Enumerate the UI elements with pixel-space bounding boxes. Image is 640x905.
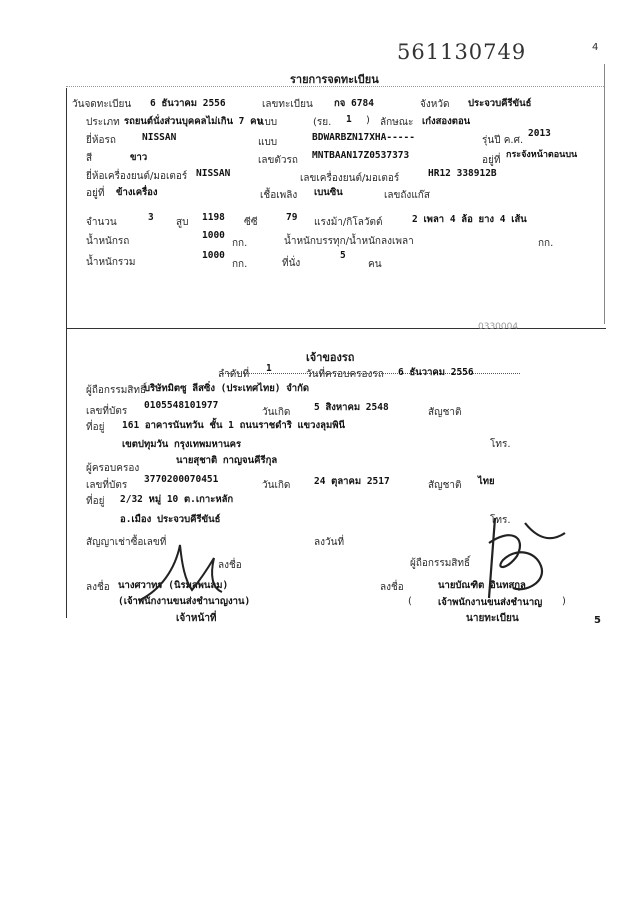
officer-signature (130, 530, 250, 610)
char-label: ลักษณะ (380, 117, 414, 128)
year-label: รุ่นปี ค.ศ. (482, 135, 524, 146)
officer-office: (เจ้าพนักงานขนส่งชำนาญงาน) (118, 596, 251, 607)
chassis-label: เลขตัวรถ (258, 155, 298, 166)
reg-no-label: เลขทะเบียน (262, 99, 313, 110)
cc-label: ซีซี (244, 217, 258, 228)
registrar-role: นายทะเบียน (466, 613, 519, 624)
page-number-bottom: 5 (594, 615, 601, 626)
section-divider (66, 328, 606, 329)
type-label: ประเภท (86, 117, 120, 128)
top-rule (66, 86, 604, 87)
sign2-label: ลงชื่อ (380, 582, 404, 593)
addr3-value: 2/32 หมู่ 10 ต.เกาะหลัก (120, 494, 234, 505)
type-value: รถยนต์นั่งส่วนบุคคลไม่เกิน 7 คน (124, 116, 263, 127)
tel2-label: โทร. (490, 515, 511, 526)
birth2-value: 24 ตุลาคม 2517 (314, 476, 390, 487)
possess-value: 6 ธันวาคม 2556 (398, 367, 474, 378)
order-value: 1 (266, 363, 272, 374)
chassis-value: MNTBAAN17Z0537373 (312, 150, 410, 161)
cyl-value: 3 (148, 212, 154, 223)
engine-brand-value: NISSAN (196, 168, 231, 179)
officer-role: เจ้าหน้าที่ (176, 613, 217, 624)
id-label: เลขที่บัตร (86, 406, 128, 417)
registrar-name: นายบัณฑิต อินทสกุล (438, 580, 526, 591)
brand-label: ยี่ห้อรถ (86, 135, 116, 146)
char-value: เก๋งสองตอน (422, 116, 471, 127)
faint-number: 0330004 (478, 322, 519, 332)
addr-label: ที่อยู่ (86, 422, 105, 433)
weight-label: น้ำหนักรถ (86, 236, 130, 247)
form-border-right (604, 64, 605, 324)
at1-label: อยู่ที่ (482, 155, 501, 166)
page-title: รายการจดทะเบียน (290, 73, 379, 86)
registrar-office: เจ้าพนักงานขนส่งชำนาญ (438, 597, 543, 608)
engine-no-value: HR12 338912B (428, 168, 497, 179)
weight-value: 1000 (202, 230, 225, 241)
weight-unit: กก. (232, 238, 248, 249)
cc-value: 1198 (202, 212, 225, 223)
owner-section-title: เจ้าของรถ (306, 351, 355, 364)
birth-label: วันเกิด (262, 407, 291, 418)
nat-label: สัญชาติ (428, 407, 462, 418)
addr1-value: 161 อาคารนันทวัน ชั้น 1 ถนนราชดำริ แขวงลุมพินี (122, 420, 345, 431)
possessor-label: ผู้ครอบครอง (86, 463, 140, 474)
fuel-label: เชื้อเพลิง (260, 190, 298, 201)
code-prefix: (รย. (313, 117, 332, 128)
engine-no-label: เลขเครื่องยนต์/มอเตอร์ (300, 173, 400, 184)
possessor-value: นายสุชาติ กาญจนคีรีกุล (176, 455, 278, 466)
load-label: น้ำหนักบรรทุก/น้ำหนักลงเพลา (284, 236, 414, 247)
addr2-value: เขตปทุมวัน กรุงเทพมหานคร (122, 439, 242, 450)
year-value: 2013 (528, 128, 551, 139)
holder-sign-label: ผู้ถือกรรมสิทธิ์ (410, 558, 471, 569)
order-label: ลำดับที่ (218, 369, 250, 380)
nat2-label: สัญชาติ (428, 480, 462, 491)
brand-value: NISSAN (142, 132, 177, 143)
seats-value: 5 (340, 250, 346, 261)
at2-label: อยู่ที่ (86, 188, 105, 199)
officer-name: นางศวาทร (นิรมลพนลม) (118, 580, 229, 591)
color-label: สี (86, 153, 93, 164)
code-suffix: ) (366, 115, 370, 126)
code-value: 1 (346, 114, 352, 125)
paren-open: ( (408, 596, 412, 607)
seats-unit: คน (368, 259, 382, 270)
color-value: ขาว (130, 152, 148, 163)
qty-label: จำนวน (86, 217, 117, 228)
page-number-top: 4 (592, 42, 599, 53)
at2-value: ข้างเครื่อง (116, 187, 158, 198)
addr4-value: อ.เมือง ประจวบคีรีขันธ์ (120, 514, 221, 525)
fuel-value: เบนซิน (314, 187, 343, 198)
form-border-left (66, 88, 67, 328)
possess-label: วันที่ครอบครองรถ (306, 369, 384, 380)
lease-label: สัญญาเช่าซื้อเลขที่ (86, 537, 167, 548)
reg-date-label: วันจดทะเบียน (72, 99, 132, 110)
id-value: 0105548101977 (144, 400, 219, 411)
birth2-label: วันเกิด (262, 480, 291, 491)
birth-value: 5 สิงหาคม 2548 (314, 402, 389, 413)
hp-label: แรงม้า/กิโลวัตต์ (314, 217, 383, 228)
gross-value: 1000 (202, 250, 225, 261)
lease-date-label: ลงวันที่ (314, 537, 345, 548)
cyl-label: สูบ (176, 217, 189, 228)
hp-value: 79 (286, 212, 298, 223)
paren-close: ) (562, 596, 566, 607)
addr2-label: ที่อยู่ (86, 496, 105, 507)
handwritten-number: 561130749 (397, 40, 527, 64)
holder-value: บริษัทมิตซู ลีสซิ่ง (ประเทศไทย) จำกัด (144, 383, 310, 394)
seats-label: ที่นั่ง (282, 258, 301, 269)
province-value: ประจวบคีรีขันธ์ (468, 98, 532, 109)
load-unit: กก. (538, 238, 554, 249)
series-value: BDWARBZN17XHA----- (312, 132, 415, 143)
sign1-label: ลงชื่อ (86, 582, 110, 593)
nat2-value: ไทย (478, 476, 495, 487)
reg-no-value: กจ 6784 (334, 98, 374, 109)
at1-value: กระจังหน้าตอนบน (506, 150, 578, 160)
tel-label: โทร. (490, 439, 511, 450)
holder-label: ผู้ถือกรรมสิทธิ์ (86, 385, 147, 396)
gross-label: น้ำหนักรวม (86, 257, 136, 268)
id2-label: เลขที่บัตร (86, 480, 128, 491)
form-border-left-lower (66, 328, 67, 618)
reg-date-value: 6 ธันวาคม 2556 (150, 98, 226, 109)
model-label: แบบ (258, 117, 278, 128)
tank-label: เลขถังแก๊ส (384, 190, 430, 201)
gross-unit: กก. (232, 259, 248, 270)
id2-value: 3770200070451 (144, 474, 219, 485)
province-label: จังหวัด (420, 99, 450, 110)
engine-brand-label: ยี่ห้อเครื่องยนต์/มอเตอร์ (86, 171, 188, 182)
holder-signature (455, 498, 585, 608)
sign-label: ลงชื่อ (218, 560, 242, 571)
axle-value: 2 เพลา 4 ล้อ ยาง 4 เส้น (412, 214, 527, 225)
series-label: แบบ (258, 137, 278, 148)
